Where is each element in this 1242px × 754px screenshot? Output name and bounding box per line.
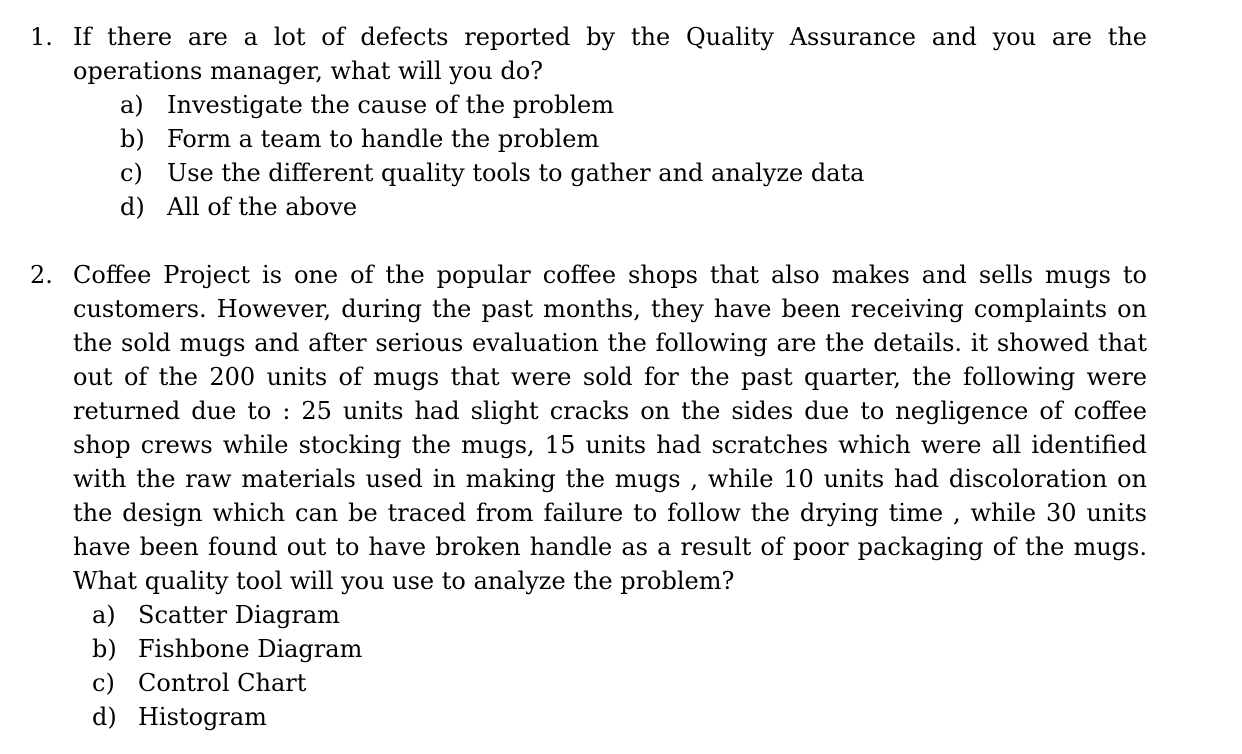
option-letter: c) — [120, 159, 143, 187]
option-letter: d) — [120, 193, 145, 221]
option-text: All of the above — [167, 193, 358, 221]
question-stem-line: customers. However, during the past months, they have been receiving complaints on — [73, 295, 1147, 323]
question-stem-line: What quality tool will you use to analyze the problem? — [73, 567, 735, 595]
question-number: 2. — [30, 261, 53, 289]
option-letter: c) — [92, 669, 115, 697]
option-text: Form a team to handle the problem — [167, 125, 600, 153]
question-stem-line: the design which can be traced from failure to follow the drying time , while 30 units — [73, 499, 1147, 527]
question-stem-line: Coffee Project is one of the popular coffee shops that also makes and sells mugs to — [73, 261, 1147, 289]
option-letter: a) — [120, 91, 144, 119]
option-text: Use the different quality tools to gather and analyze data — [167, 159, 865, 187]
question-stem-line: with the raw materials used in making the mugs , while 10 units had discoloration on — [73, 465, 1147, 493]
option-letter: a) — [92, 601, 116, 629]
option-letter: b) — [92, 635, 117, 663]
question-stem-line: have been found out to have broken handle as a result of poor packaging of the mugs. — [73, 533, 1147, 561]
option-letter: d) — [92, 703, 117, 731]
question-stem-line: shop crews while stocking the mugs, 15 units had scratches which were all identified — [73, 431, 1147, 459]
question-stem-line: the sold mugs and after serious evaluation the following are the details. it showed that — [73, 329, 1147, 357]
question-stem-line: If there are a lot of defects reported by the Quality Assurance and you are the — [73, 23, 1147, 51]
option-letter: b) — [120, 125, 145, 153]
option-text: Investigate the cause of the problem — [167, 91, 614, 119]
option-text: Control Chart — [138, 669, 307, 697]
question-number: 1. — [30, 23, 53, 51]
question-stem-line: operations manager, what will you do? — [73, 57, 544, 85]
option-text: Fishbone Diagram — [138, 635, 363, 663]
question-stem-line: returned due to : 25 units had slight cracks on the sides due to negligence of coffee — [73, 397, 1147, 425]
question-stem-line: out of the 200 units of mugs that were sold for the past quarter, the following were — [73, 363, 1147, 391]
option-text: Scatter Diagram — [138, 601, 340, 629]
option-text: Histogram — [138, 703, 267, 731]
